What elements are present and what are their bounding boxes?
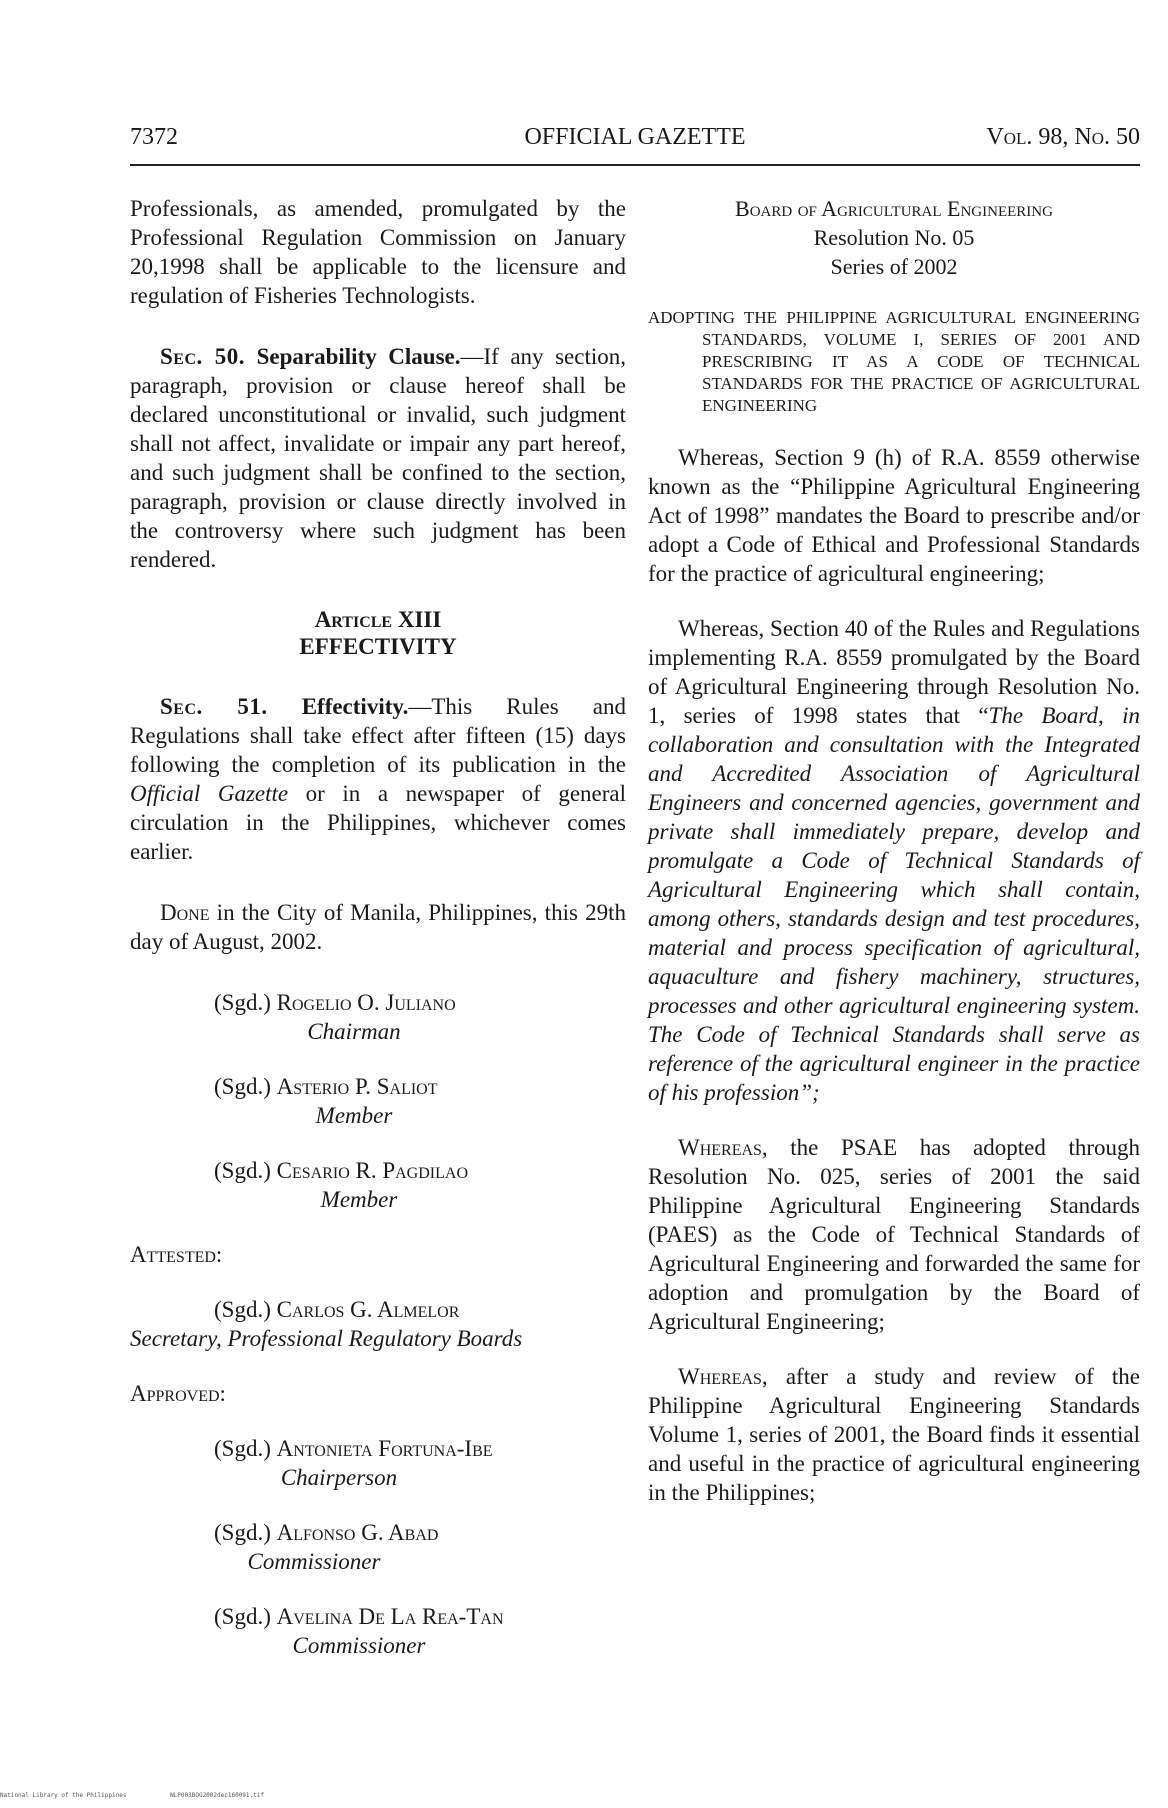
section-51-body-b: or in a newspaper of general circulation in the Philippines, whichever comes earlier.: [130, 781, 627, 864]
sgd-mark: (Sgd.): [214, 1158, 271, 1183]
publication-title: OFFICIAL GAZETTE: [524, 124, 746, 150]
signatory-name: Rogelio O. Juliano: [276, 990, 456, 1015]
signatory-line: [130, 1295, 626, 1324]
sgd-mark: (Sgd.): [214, 1604, 271, 1629]
signatory-title: Commissioner: [292, 1633, 426, 1658]
whereas-2-quote: The Board, in collaboration and consultation with the Integrated and Accredited Association of Agricultural Engineers and concerned agencies, government and private shall immediately prepare, develop and promulgate a Code of Technical Standards of Agricultural Engineering which shall contain, among others, standards design and test procedures, material and process specification of agricultural, aquaculture and fishery machinery, structures, processes and other agricultural engineering system. The Code of Technical Standards shall serve as reference of the agricultural engineer in the practice of his profession”;: [648, 703, 1140, 1105]
approver-block: [214, 1602, 626, 1660]
section-51-body-a: —This Rules and Regulations shall take effect after fifteen (15) days following the completion of its publication in the: [130, 694, 626, 777]
whereas-2-text: Whereas, Section 40 of the Rules and Regulations implementing R.A. 8559 promulgated by the Board of Agricultural Engineering through Resolution No. 1, series of 1998 states that “: [648, 616, 1140, 728]
approver-block: [214, 1518, 626, 1576]
section-50: [130, 342, 626, 574]
section-51: [130, 692, 626, 866]
whereas-paragraph-4: [648, 1362, 1140, 1507]
paragraph-continuation: Professionals, as amended, promulgated by the Professional Regulation Commission on January 20,1998 shall be applicable to the licensure and regulation of Fisheries Technologists.: [130, 196, 626, 308]
library-credit: National Library of the Philippines: [0, 1792, 127, 1799]
signatory-title: Chairperson: [280, 1465, 398, 1490]
left-column: [130, 194, 626, 1660]
approved-label: Approved:: [130, 1381, 226, 1406]
signatory-title: Member: [315, 1103, 393, 1128]
whereas-word: Whereas,: [678, 1135, 768, 1160]
done-paragraph: [130, 898, 626, 956]
signatory-line: [214, 1602, 626, 1631]
done-word: Done: [160, 900, 210, 925]
volume-number: Vol. 98, No. 50: [986, 124, 1140, 150]
sgd-mark: (Sgd.): [214, 1520, 271, 1545]
scan-footer: [0, 1792, 304, 1799]
sgd-mark: (Sgd.): [214, 1297, 271, 1322]
section-50-label: Sec. 50.: [160, 344, 246, 369]
signatory-name: Carlos G. Almelor: [276, 1297, 460, 1322]
resolution-number: Resolution No. 05: [813, 225, 975, 250]
signatory-block: [214, 1156, 626, 1214]
board-name: Board of Agricultural Engineering: [735, 196, 1053, 221]
signatory-name: Asterio P. Saliot: [276, 1074, 438, 1099]
signatory-name: Alfonso G. Abad: [276, 1520, 439, 1545]
signatory-title: Commissioner: [247, 1549, 381, 1574]
section-50-body: —If any section, paragraph, provision or clause hereof shall be declared unconstitutional or invalid, such judgment shall not affect, invalidate or impair any part hereof, and such judgment shall be confined to the section, paragraph, provision or clause directly involved in the controversy where such judgment has been rendered.: [130, 344, 626, 572]
whereas-word: Whereas,: [678, 1364, 768, 1389]
attested-label: Attested:: [130, 1242, 223, 1267]
whereas-4-text: after a study and review of the Philippine Agricultural Engineering Standards Volume 1, series of 2001, the Board finds it essential and useful in the practice of agricultural engineering in the Philippines;: [648, 1364, 1140, 1505]
signatory-line: [214, 1072, 626, 1101]
signatory-title: Member: [320, 1187, 398, 1212]
article-heading: [130, 606, 626, 660]
right-column: [648, 194, 1140, 1507]
signatory-line: [214, 1434, 626, 1463]
done-text: in the City of Manila, Philippines, this 29th day of August, 2002.: [130, 900, 626, 954]
whereas-3-text: the PSAE has adopted through Resolution No. 025, series of 2001 the said Philippine Agricultural Engineering Standards (PAES) as the Code of Technical Standards of Agricultural Engineering and forwarded the same for adoption and promulgation by the Board of Agricultural Engineering;: [648, 1135, 1140, 1334]
scan-filename: NLP003BOG2002dec160091.tif: [170, 1792, 264, 1799]
whereas-paragraph-2: [648, 614, 1140, 1107]
signatory-title: Chairman: [307, 1019, 401, 1044]
article-number: Article XIII: [314, 607, 442, 632]
article-title: EFFECTIVITY: [299, 634, 457, 659]
whereas-paragraph-3: [648, 1133, 1140, 1336]
resolution-series: Series of 2002: [830, 254, 958, 279]
signatory-title: Secretary, Professional Regulatory Boards: [130, 1326, 523, 1351]
signatory-block: [214, 1072, 626, 1130]
page-header: [130, 124, 1140, 160]
whereas-paragraph-1: Whereas, Section 9 (h) of R.A. 8559 otherwise known as the “Philippine Agricultural Engineering Act of 1998” mandates the Board to prescribe and/or adopt a Code of Ethical and Professional Standards for the practice of agricultural engineering;: [648, 445, 1140, 586]
signatory-line: [214, 988, 626, 1017]
signatory-name: Antonieta Fortuna-Ibe: [276, 1436, 493, 1461]
section-50-title: Separability Clause.: [256, 344, 461, 369]
section-51-title: Effectivity.: [301, 694, 409, 719]
signatory-name: Cesario R. Pagdilao: [276, 1158, 469, 1183]
sgd-mark: (Sgd.): [214, 990, 271, 1015]
signatory-block: [214, 988, 626, 1046]
signatory-line: [214, 1518, 626, 1547]
header-rule: [130, 164, 1140, 166]
signatory-name: Avelina De La Rea-Tan: [276, 1604, 504, 1629]
attested-block: [130, 1295, 626, 1353]
approver-block: [214, 1434, 626, 1492]
resolution-title: ADOPTING THE PHILIPPINE AGRICULTURAL ENGINEERING STANDARDS, VOLUME I, SERIES OF 2001 AND PRESCRIBING IT AS A CODE OF TECHNICAL STANDARDS FOR THE PRACTICE OF AGRICULTURAL ENGINEERING: [648, 308, 1140, 415]
section-51-label: Sec. 51.: [160, 694, 268, 719]
section-51-gazette: Official Gazette: [130, 781, 289, 806]
signatory-line: [214, 1156, 626, 1185]
page-number: 7372: [130, 124, 178, 150]
sgd-mark: (Sgd.): [214, 1436, 271, 1461]
sgd-mark: (Sgd.): [214, 1074, 271, 1099]
